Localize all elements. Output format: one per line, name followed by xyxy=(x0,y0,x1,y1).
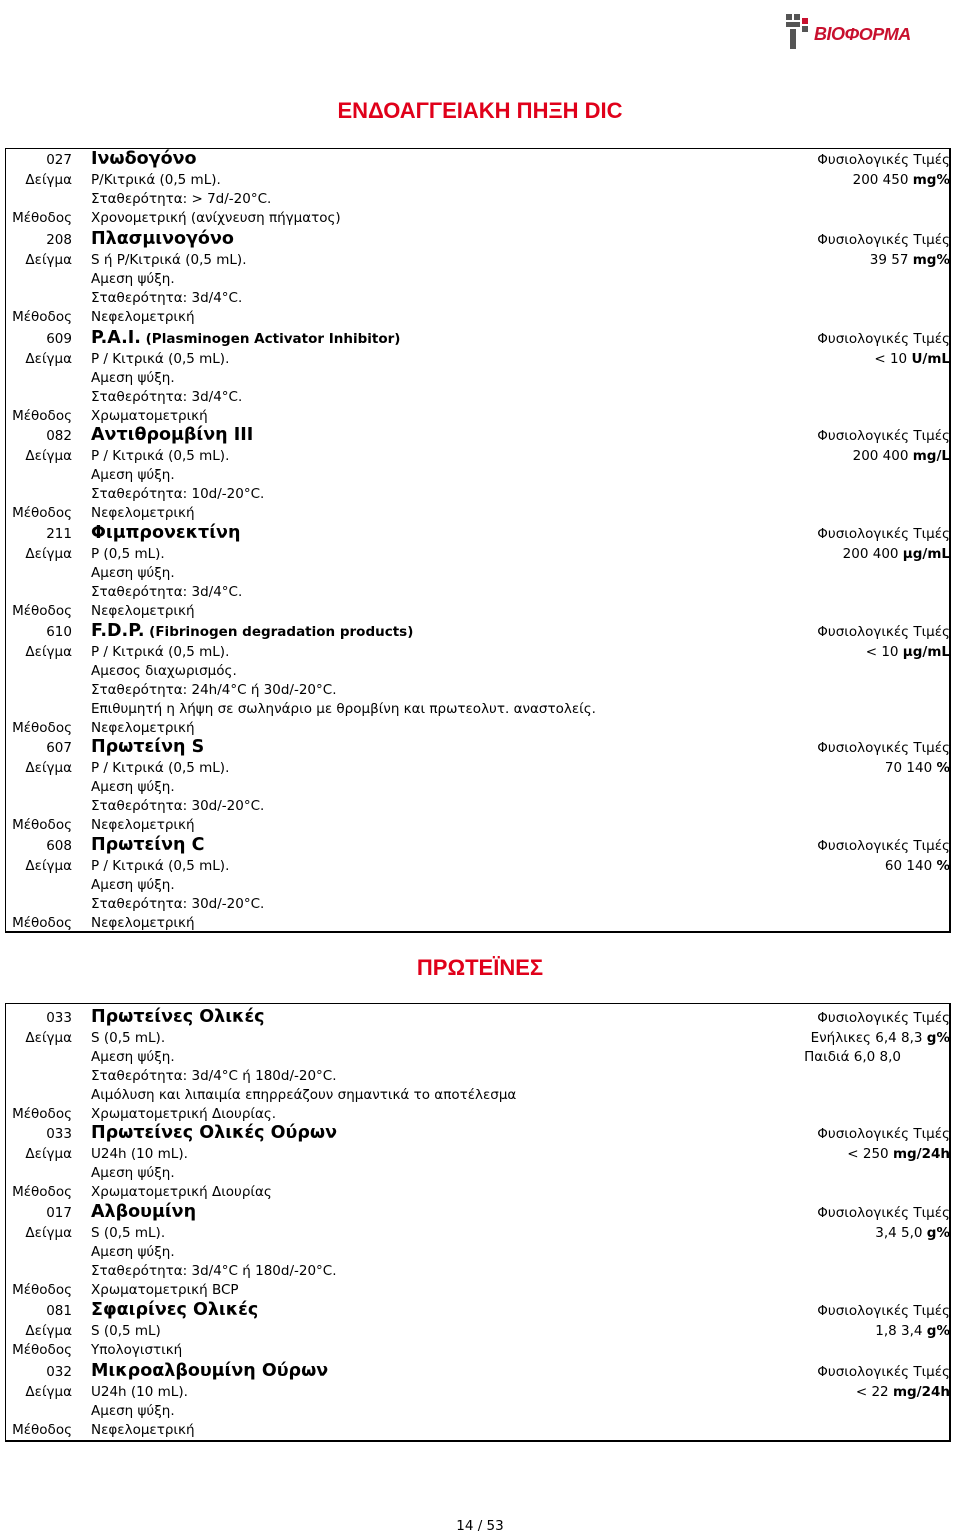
reference-range: < 10 xyxy=(874,351,908,367)
test-title xyxy=(91,426,253,445)
reference-value xyxy=(847,1145,950,1164)
sample-label: Δείγμα xyxy=(25,1384,72,1400)
test-code: 033 xyxy=(46,1010,72,1026)
test-title xyxy=(91,230,234,249)
method-value: Χρωματομετρική Διουρίας. xyxy=(91,1106,277,1122)
reference-label: Φυσιολογικές Τιμές xyxy=(817,1364,950,1380)
sample-label: Δείγμα xyxy=(25,252,72,268)
sample-line: Αμεση ψύξη. xyxy=(91,1049,175,1065)
test-code: 211 xyxy=(46,526,72,542)
method-label: Μέθοδος xyxy=(12,1282,72,1298)
sample-line: Αμεση ψύξη. xyxy=(91,1403,175,1419)
reference-range: 3,4 5,0 xyxy=(875,1225,923,1241)
reference-value xyxy=(853,171,950,190)
reference-value xyxy=(885,857,950,876)
test-title-text: Μικροαλβουμίνη Ούρων xyxy=(91,1361,329,1381)
method-value: Νεφελομετρική xyxy=(91,720,195,736)
sample-line: P / Κιτρικά (0,5 mL). xyxy=(91,448,230,464)
reference-unit: mg% xyxy=(912,172,950,188)
test-title xyxy=(91,1124,337,1143)
sample-line: Αιμόλυση και λιπαιμία επηρρεάζουν σημαντικά το αποτέλεσμα xyxy=(91,1087,517,1103)
reference-unit: μg/mL xyxy=(902,546,950,562)
sample-label: Δείγμα xyxy=(25,644,72,660)
reference-range: Ενήλικες 6,4 8,3 xyxy=(810,1030,923,1046)
test-code: 610 xyxy=(46,624,72,640)
reference-value xyxy=(866,643,950,662)
sample-line: P / Κιτρικά (0,5 mL). xyxy=(91,760,230,776)
reference-value xyxy=(870,251,950,270)
sample-line: P / Κιτρικά (0,5 mL). xyxy=(91,351,230,367)
method-value: Νεφελομετρική xyxy=(91,817,195,833)
sample-line: Σταθερότητα: 24h/4°C ή 30d/-20°C. xyxy=(91,682,337,698)
sample-line: Σταθερότητα: > 7d/-20°C. xyxy=(91,191,272,207)
test-title-text: Πρωτείνη C xyxy=(91,835,205,855)
reference-unit: mg% xyxy=(912,252,950,268)
sample-line: Σταθερότητα: 3d/4°C ή 180d/-20°C. xyxy=(91,1068,337,1084)
sample-line: Επιθυμητή η λήψη σε σωληνάριο με θρομβίνη και πρωτεολυτ. αναστολείς. xyxy=(91,701,596,717)
reference-unit: μg/mL xyxy=(902,644,950,660)
test-title xyxy=(91,1203,196,1222)
reference-label: Φυσιολογικές Τιμές xyxy=(817,526,950,542)
reference-label: Φυσιολογικές Τιμές xyxy=(817,838,950,854)
sample-line: Σταθερότητα: 3d/4°C. xyxy=(91,290,243,306)
reference-label: Φυσιολογικές Τιμές xyxy=(817,624,950,640)
reference-unit: mg/24h xyxy=(892,1384,950,1400)
method-label: Μέθοδος xyxy=(12,505,72,521)
method-value: Νεφελομετρική xyxy=(91,915,195,931)
test-title xyxy=(91,1008,265,1027)
sample-label: Δείγμα xyxy=(25,1146,72,1162)
method-value: Χρωματομετρική Διουρίας xyxy=(91,1184,272,1200)
sample-line: P / Κιτρικά (0,5 mL). xyxy=(91,644,230,660)
method-label: Μέθοδος xyxy=(12,1184,72,1200)
sample-label: Δείγμα xyxy=(25,1225,72,1241)
sample-line: S (0,5 mL). xyxy=(91,1030,166,1046)
sample-line: Σταθερότητα: 30d/-20°C. xyxy=(91,798,265,814)
method-value: Νεφελομετρική xyxy=(91,1422,195,1438)
page-number: 14 / 53 xyxy=(456,1518,504,1534)
reference-label: Φυσιολογικές Τιμές xyxy=(817,331,950,347)
method-label: Μέθοδος xyxy=(12,817,72,833)
sample-line: Αμεση ψύξη. xyxy=(91,467,175,483)
sample-line: Αμεση ψύξη. xyxy=(91,565,175,581)
test-title xyxy=(91,1301,258,1320)
test-title-text: Φιμπρονεκτίνη xyxy=(91,523,241,543)
reference-range: < 22 xyxy=(855,1384,889,1400)
sample-line: P (0,5 mL). xyxy=(91,546,165,562)
sample-label: Δείγμα xyxy=(25,172,72,188)
test-code: 032 xyxy=(46,1364,72,1380)
sample-line: Ρ/Κιτρικά (0,5 mL). xyxy=(91,172,221,188)
test-code: 609 xyxy=(46,331,72,347)
section-title-proteins: ΠΡΩΤΕΪΝΕΣ xyxy=(416,955,544,980)
sample-label: Δείγμα xyxy=(25,760,72,776)
sample-line: Σταθερότητα: 3d/4°C. xyxy=(91,389,243,405)
test-code: 608 xyxy=(46,838,72,854)
reference-range: 39 57 xyxy=(869,252,909,268)
reference-unit: mg/24h xyxy=(892,1146,950,1162)
sample-label: Δείγμα xyxy=(25,448,72,464)
method-value: Νεφελομετρική xyxy=(91,505,195,521)
test-code: 607 xyxy=(46,740,72,756)
method-label: Μέθοδος xyxy=(12,408,72,424)
sample-line: P / Κιτρικά (0,5 mL). xyxy=(91,858,230,874)
reference-unit: mg/L xyxy=(912,448,950,464)
sample-line: S ή P/Κιτρικά (0,5 mL). xyxy=(91,252,247,268)
reference-unit: % xyxy=(936,760,950,776)
test-title-text: Αλβουμίνη xyxy=(91,1202,197,1222)
test-code: 208 xyxy=(46,232,72,248)
sample-line: Σταθερότητα: 3d/4°C. xyxy=(91,584,243,600)
sample-label: Δείγμα xyxy=(25,1323,72,1339)
sample-label: Δείγμα xyxy=(25,546,72,562)
reference-unit: g% xyxy=(926,1030,950,1046)
sample-line: Αμεση ψύξη. xyxy=(91,877,175,893)
method-label: Μέθοδος xyxy=(12,720,72,736)
test-title-text: Σφαιρίνες Ολικές xyxy=(91,1300,259,1320)
reference-range: 70 140 xyxy=(884,760,933,776)
test-title-text: Αντιθρομβίνη ΙΙΙ xyxy=(91,425,254,445)
test-title-note: (Fibrinogen degradation products) xyxy=(144,624,414,640)
test-title xyxy=(91,329,400,349)
reference-unit: U/mL xyxy=(911,351,950,367)
reference-value xyxy=(875,1224,950,1243)
sample-line: Αμεσος διαχωρισμός. xyxy=(91,663,237,679)
reference-value xyxy=(885,759,950,778)
method-value: Χρωματομετρική xyxy=(91,408,208,424)
reference-label: Φυσιολογικές Τιμές xyxy=(817,428,950,444)
company-logo xyxy=(784,10,950,56)
test-title xyxy=(91,524,240,543)
test-title-text: Πρωτείνη S xyxy=(91,737,205,757)
reference-value xyxy=(874,350,950,369)
section-title-coagulation: ΕΝΔΟΑΓΓΕΙΑΚΗ ΠΗΞΗ DIC xyxy=(337,98,623,123)
reference-label: Φυσιολογικές Τιμές xyxy=(817,232,950,248)
method-label: Μέθοδος xyxy=(12,1422,72,1438)
sample-line: U24h (10 mL). xyxy=(91,1384,188,1400)
test-title xyxy=(91,622,413,642)
test-code: 082 xyxy=(46,428,72,444)
test-title-note: (Plasminogen Activator Inhibitor) xyxy=(140,331,401,347)
method-value: Χρωματομετρική BCP xyxy=(91,1282,239,1298)
test-title xyxy=(91,1362,328,1381)
sample-line: Σταθερότητα: 3d/4°C ή 180d/-20°C. xyxy=(91,1263,337,1279)
sample-line: S (0,5 mL). xyxy=(91,1225,166,1241)
test-code: 027 xyxy=(46,152,72,168)
sample-label: Δείγμα xyxy=(25,351,72,367)
reference-label: Φυσιολογικές Τιμές xyxy=(817,1303,950,1319)
reference-range: 200 400 xyxy=(842,546,899,562)
sample-line: Αμεση ψύξη. xyxy=(91,271,175,287)
logo-mark-icon xyxy=(784,10,812,54)
reference-range: 60 140 xyxy=(884,858,933,874)
test-title-text: Πρωτείνες Ολικές Ούρων xyxy=(91,1123,337,1143)
test-title-text: F.D.P. xyxy=(91,621,145,641)
reference-label: Φυσιολογικές Τιμές xyxy=(817,1126,950,1142)
reference-label: Φυσιολογικές Τιμές xyxy=(817,152,950,168)
sample-line: Σταθερότητα: 10d/-20°C. xyxy=(91,486,265,502)
reference-unit: g% xyxy=(926,1323,950,1339)
method-label: Μέθοδος xyxy=(12,915,72,931)
reference-label: Φυσιολογικές Τιμές xyxy=(817,1205,950,1221)
test-code: 017 xyxy=(46,1205,72,1221)
reference-range: 200 450 xyxy=(852,172,909,188)
reference-range: 1,8 3,4 xyxy=(875,1323,923,1339)
reference-value xyxy=(843,545,950,564)
method-value: Νεφελομετρική xyxy=(91,603,195,619)
test-title-text: Πρωτείνες Ολικές xyxy=(91,1007,265,1027)
method-label: Μέθοδος xyxy=(12,210,72,226)
reference-value-children: Παιδιά 6,0 8,0 xyxy=(804,1049,901,1065)
test-title xyxy=(91,738,204,757)
test-title-text: Ινωδογόνο xyxy=(91,149,197,169)
reference-range: 200 400 xyxy=(852,448,909,464)
sample-line: Σταθερότητα: 30d/-20°C. xyxy=(91,896,265,912)
test-title xyxy=(91,836,204,855)
sample-line: U24h (10 mL). xyxy=(91,1146,188,1162)
test-code: 081 xyxy=(46,1303,72,1319)
reference-unit: g% xyxy=(926,1225,950,1241)
reference-value xyxy=(856,1383,950,1402)
method-value: Νεφελομετρική xyxy=(91,309,195,325)
sample-label: Δείγμα xyxy=(25,858,72,874)
reference-value xyxy=(811,1029,950,1048)
method-value: Υπολογιστική xyxy=(91,1342,183,1358)
test-code: 033 xyxy=(46,1126,72,1142)
method-label: Μέθοδος xyxy=(12,603,72,619)
method-label: Μέθοδος xyxy=(12,309,72,325)
sample-line: Αμεση ψύξη. xyxy=(91,779,175,795)
reference-unit: % xyxy=(936,858,950,874)
method-label: Μέθοδος xyxy=(12,1106,72,1122)
sample-line: Αμεση ψύξη. xyxy=(91,1165,175,1181)
test-title-text: Πλασμινογόνο xyxy=(91,229,234,249)
reference-label: Φυσιολογικές Τιμές xyxy=(817,740,950,756)
sample-label: Δείγμα xyxy=(25,1030,72,1046)
method-value: Χρονομετρική (ανίχνευση πήγματος) xyxy=(91,210,341,226)
sample-line: Αμεση ψύξη. xyxy=(91,370,175,386)
reference-label: Φυσιολογικές Τιμές xyxy=(817,1010,950,1026)
logo-brand-text: BIOΦΟΡΜΑ xyxy=(814,24,911,44)
reference-value xyxy=(875,1322,950,1341)
reference-range: < 10 xyxy=(865,644,899,660)
sample-line: S (0,5 mL) xyxy=(91,1323,161,1339)
sample-line: Αμεση ψύξη. xyxy=(91,1244,175,1260)
test-title-text: P.A.I. xyxy=(91,328,141,348)
reference-range: < 250 xyxy=(847,1146,889,1162)
test-title xyxy=(91,150,197,169)
reference-value xyxy=(853,447,950,466)
method-label: Μέθοδος xyxy=(12,1342,72,1358)
